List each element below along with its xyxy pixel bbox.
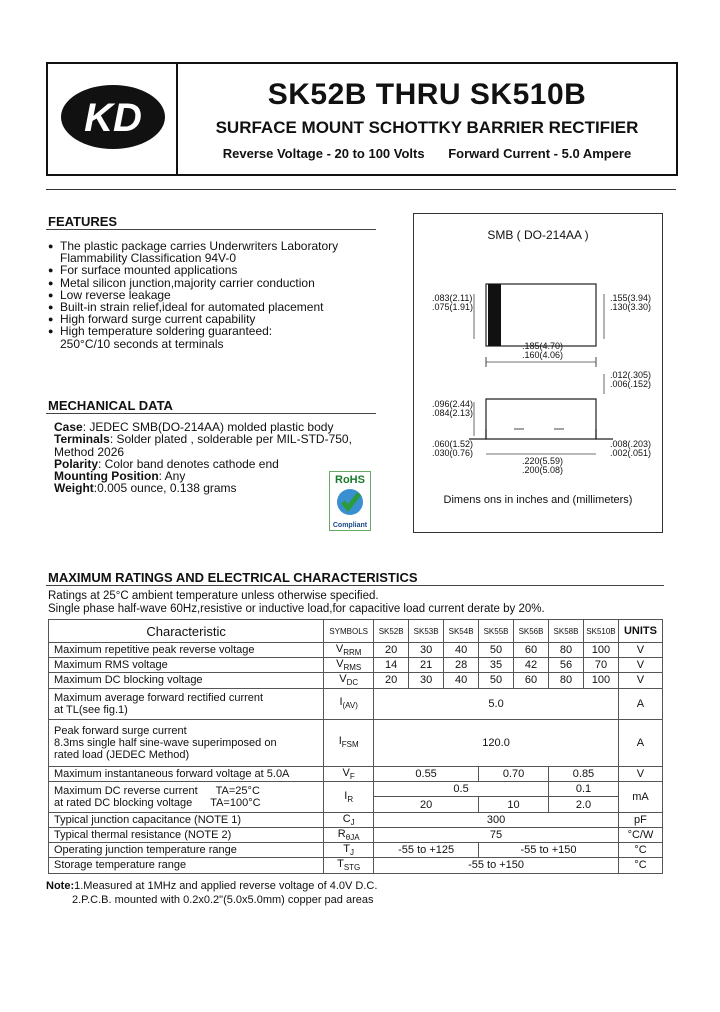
table-cell: Characteristic (49, 620, 324, 643)
list-item: ● High temperature soldering guaranteed: 250°C/10 seconds at terminals (48, 325, 378, 349)
table-cell: 300 (374, 812, 619, 827)
table-cell: °C/W (618, 827, 662, 842)
table-cell: 0.5 (374, 781, 549, 797)
table-cell: 0.85 (549, 766, 619, 781)
ratings-notes: Ratings at 25°C ambient temperature unless otherwise specified. Single phase half-wave 60Hz,resistive or inductive load,for capacitive load current derate by 20%. (48, 590, 545, 615)
table-cell: Operating junction temperature range (49, 843, 324, 858)
table-cell: 50 (479, 673, 514, 688)
table-cell: $C_J$ (324, 812, 374, 827)
ratings-table (48, 619, 663, 874)
table-cell: -55 to +150 (479, 843, 619, 858)
table-cell: V (618, 643, 662, 658)
dim-label: .075(1.91) (432, 302, 474, 312)
table-row (49, 781, 663, 797)
table-row (49, 827, 663, 842)
footnotes: Note:1.Measured at 1MHz and applied reverse voltage of 4.0V D.C. 2.P.C.B. mounted with 0.2x0.2"(5.0x5.0mm) copper pad areas (46, 880, 378, 906)
table-cell: 30 (409, 673, 444, 688)
dim-label: .155(3.94) (610, 293, 652, 303)
kd-logo (58, 82, 168, 152)
list-item: ● Built-in strain relief,ideal for automated placement (48, 301, 378, 313)
features-rule (46, 229, 376, 230)
mechanical-title: MECHANICAL DATA (48, 398, 173, 413)
table-cell: SK58B (549, 620, 584, 643)
table-row (49, 858, 663, 873)
table-cell: Storage temperature range (49, 858, 324, 873)
page-title: SK52B THRU SK510B (267, 78, 587, 111)
table-row (49, 643, 663, 658)
dim-label: .012(.305) (610, 370, 652, 380)
svg-text:RoHS: RoHS (335, 474, 365, 486)
table-cell: V (618, 673, 662, 688)
table-cell: 40 (444, 673, 479, 688)
dim-label: .185(4.70) (522, 341, 564, 351)
dim-label: .030(0.76) (432, 448, 474, 458)
table-cell: 80 (549, 643, 584, 658)
forward-current-spec: Forward Current - 5.0 Ampere (448, 146, 632, 161)
package-drawing (413, 213, 663, 533)
dim-label: .130(3.30) (610, 302, 652, 312)
table-row (49, 812, 663, 827)
table-cell: 0.70 (479, 766, 549, 781)
table-cell: Maximum RMS voltage (49, 658, 324, 673)
header-rule (46, 189, 676, 190)
dim-label: .083(2.11) (432, 293, 473, 303)
table-cell: V (618, 658, 662, 673)
table-row (49, 688, 663, 719)
list-item: ● For surface mounted applications (48, 264, 378, 276)
table-cell: $V_{RMS}$ (324, 658, 374, 673)
list-item: ● The plastic package carries Underwriters Laboratory Flammability Classification 94V-0 (48, 240, 378, 264)
table-cell: Peak forward surge current 8.3ms single half sine-wave superimposed on rated load (JEDEC Method) (49, 719, 324, 766)
dim-label: .084(2.13) (432, 408, 474, 418)
table-cell: 20 (374, 673, 409, 688)
table-cell: 0.1 (549, 781, 619, 797)
table-cell: 120.0 (374, 719, 619, 766)
table-cell: $I_R$ (324, 781, 374, 812)
table-cell: Maximum instantaneous forward voltage at 5.0A (49, 766, 324, 781)
dim-label: .200(5.08) (522, 465, 564, 475)
features-list (48, 240, 378, 350)
dim-label: .160(4.06) (522, 350, 564, 360)
ratings-title: MAXIMUM RATINGS AND ELECTRICAL CHARACTERISTICS (48, 570, 418, 585)
table-cell: A (618, 719, 662, 766)
page-subtitle: SURFACE MOUNT SCHOTTKY BARRIER RECTIFIER (215, 118, 639, 137)
spec-line (178, 146, 676, 161)
table-cell: UNITS (618, 620, 662, 643)
table-cell: SK55B (479, 620, 514, 643)
table-cell: Maximum DC reverse current TA=25°C at rated DC blocking voltage TA=100°C (49, 781, 324, 812)
package-name: SMB ( DO-214AA ) (487, 228, 589, 242)
table-cell: °C (618, 858, 662, 873)
table-cell: Maximum repetitive peak reverse voltage (49, 643, 324, 658)
table-cell: $T_J$ (324, 843, 374, 858)
table-cell: $V_{DC}$ (324, 673, 374, 688)
list-item: ● Metal silicon junction,majority carrier conduction (48, 277, 378, 289)
list-item: ● High forward surge current capability (48, 313, 378, 325)
table-cell: 75 (374, 827, 619, 842)
table-cell: -55 to +150 (374, 858, 619, 873)
table-cell: $V_F$ (324, 766, 374, 781)
table-cell: 100 (583, 673, 618, 688)
dim-label: .060(1.52) (432, 439, 474, 449)
table-cell: 5.0 (374, 688, 619, 719)
table-cell: °C (618, 843, 662, 858)
table-cell: $T_{STG}$ (324, 858, 374, 873)
table-cell: 2.0 (549, 797, 619, 813)
table-cell: 60 (514, 673, 549, 688)
table-cell: $I_{(AV)}$ (324, 688, 374, 719)
table-cell: $R_{\theta JA}$ (324, 827, 374, 842)
table-row (49, 843, 663, 858)
table-cell: 80 (549, 673, 584, 688)
ratings-rule (46, 585, 664, 586)
header-box (46, 62, 678, 176)
table-cell: -55 to +125 (374, 843, 479, 858)
table-cell: SK510B (583, 620, 618, 643)
logo-text: KD (84, 96, 142, 140)
table-cell: 60 (514, 643, 549, 658)
table-row (49, 719, 663, 766)
table-cell: 40 (444, 643, 479, 658)
svg-text:Compliant: Compliant (332, 522, 368, 529)
table-row (49, 766, 663, 781)
table-cell: V (618, 766, 662, 781)
table-row (49, 658, 663, 673)
table-cell: 21 (409, 658, 444, 673)
mechanical-data: Case: JEDEC SMB(DO-214AA) molded plastic body Terminals: Solder plated , solderable per MIL-STD-750, Method 2026 Polarity: Color band denotes cathode end Mounting Position: Any Weight:0.005 ounce, 0.138 grams (54, 420, 352, 496)
dim-label: .008(.203) (610, 439, 652, 449)
table-cell: SK54B (444, 620, 479, 643)
mechanical-rule (46, 413, 376, 414)
list-item: ● Low reverse leakage (48, 289, 378, 301)
table-cell: 0.55 (374, 766, 479, 781)
table-row (49, 673, 663, 688)
table-cell: pF (618, 812, 662, 827)
table-cell: SK53B (409, 620, 444, 643)
table-cell: Maximum average forward rectified current at TL(see fig.1) (49, 688, 324, 719)
table-header-row (49, 620, 663, 643)
table-cell: SK56B (514, 620, 549, 643)
table-cell: 70 (583, 658, 618, 673)
table-cell: 42 (514, 658, 549, 673)
table-cell: 10 (479, 797, 549, 813)
table-cell: 30 (409, 643, 444, 658)
package-caption: Dimens ons in inches and (millimeters) (443, 494, 633, 506)
table-cell: 35 (479, 658, 514, 673)
table-cell: 28 (444, 658, 479, 673)
table-cell: Typical junction capacitance (NOTE 1) (49, 812, 324, 827)
table-cell: 56 (549, 658, 584, 673)
dim-label: .002(.051) (610, 448, 652, 458)
dim-label: .220(5.59) (522, 456, 564, 466)
dim-label: .096(2.44) (432, 399, 474, 409)
table-cell: $V_{RRM}$ (324, 643, 374, 658)
table-cell: A (618, 688, 662, 719)
table-cell: 20 (374, 643, 409, 658)
rohs-badge (329, 471, 371, 531)
table-cell: 20 (374, 797, 479, 813)
table-cell: Typical thermal resistance (NOTE 2) (49, 827, 324, 842)
features-title: FEATURES (48, 214, 118, 229)
table-cell: mA (618, 781, 662, 812)
dim-label: .006(.152) (610, 379, 652, 389)
table-cell: 100 (583, 643, 618, 658)
reverse-voltage-spec: Reverse Voltage - 20 to 100 Volts (222, 146, 425, 161)
table-cell: SYMBOLS (324, 620, 374, 643)
table-cell: SK52B (374, 620, 409, 643)
table-cell: 14 (374, 658, 409, 673)
table-cell: $I_{FSM}$ (324, 719, 374, 766)
table-cell: 50 (479, 643, 514, 658)
table-cell: Maximum DC blocking voltage (49, 673, 324, 688)
